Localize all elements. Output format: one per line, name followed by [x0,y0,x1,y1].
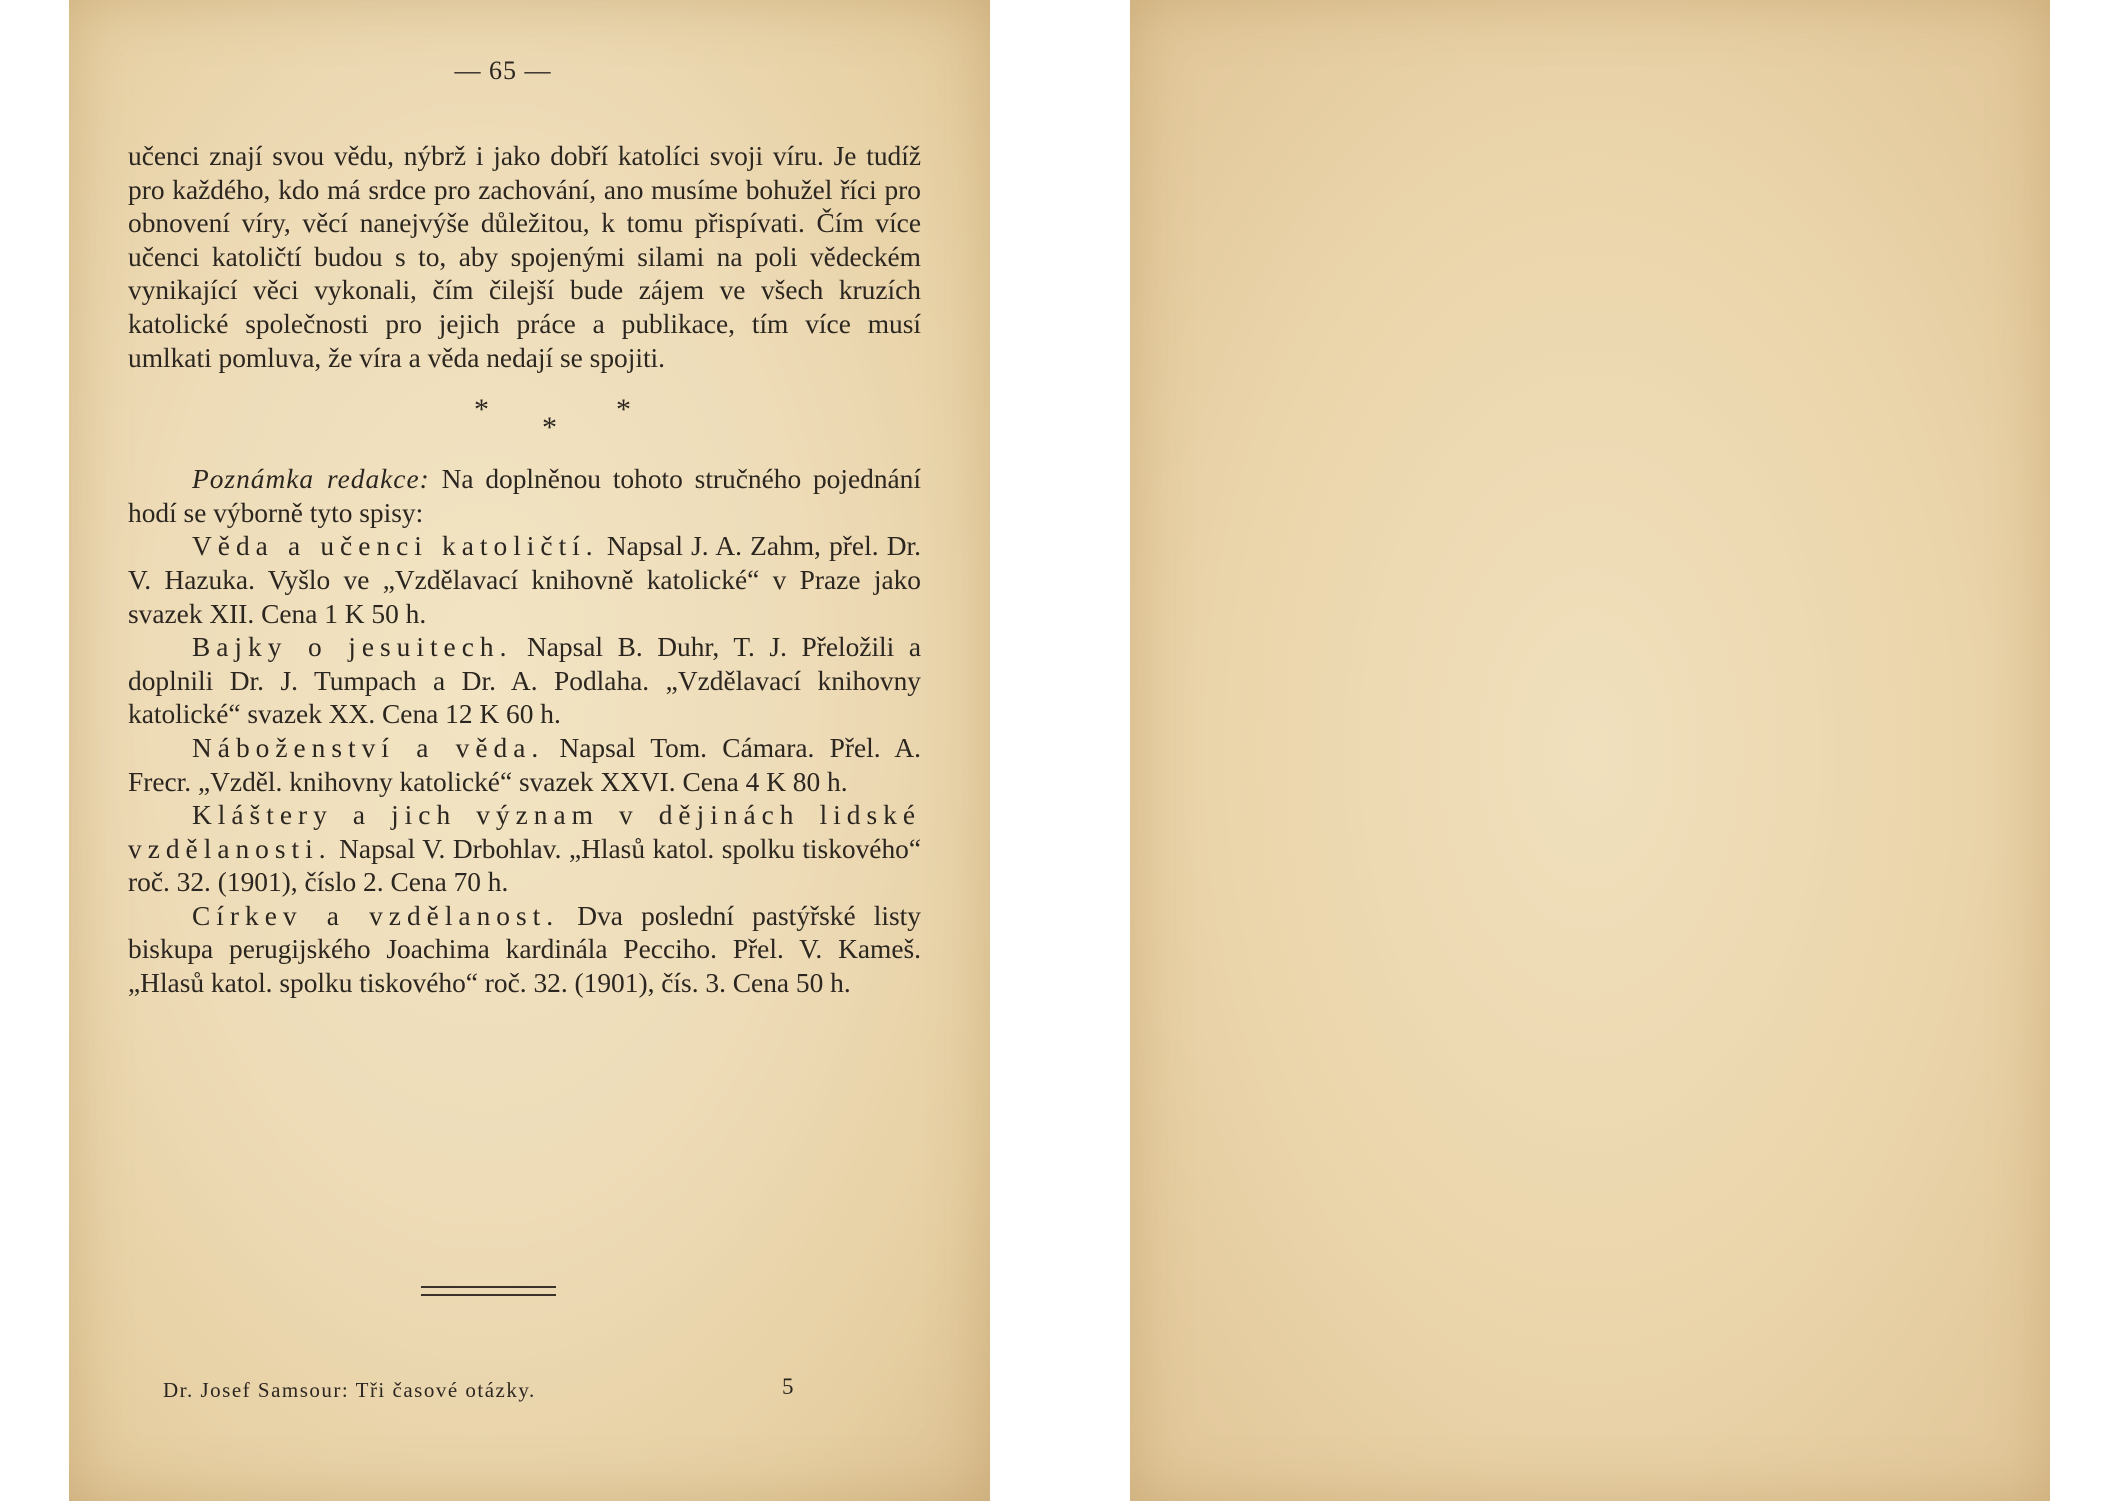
end-rule [421,1294,556,1296]
editorial-note [128,463,921,530]
book-entry [128,732,921,799]
book-details: Dva poslední pastýřské listy biskupa perugijského Joachima kardinála Pecciho. Přel. V. Kameš. „Hlasů katol. spolku tiskového“ roč. 32. (1901), čís. 3. Cena 50 h. [128,900,921,999]
body-text [128,140,921,1001]
note-text: Na doplněnou tohoto stručného pojednání hodí se výborně tyto spisy: [128,464,921,528]
book-entry [128,900,921,1001]
book-details: Napsal V. Drbohlav. „Hlasů katol. spolku tiskového“ roč. 32. (1901), číslo 2. Cena 70 h. [128,833,921,898]
asterisk: * [542,411,557,445]
section-separator [128,393,921,445]
book-title: Bajky o jesuitech. [192,632,513,663]
end-rule [421,1286,556,1288]
paragraph: učenci znají svou vědu, nýbrž i jako dobří katolíci svoji víru. Je tudíž pro každého, kdo má srdce pro zachování, ano musíme bohužel říci pro obnovení víry, věcí nanejvýše důležitou, k tomu přispívati. Čím více učenci katoličtí budou s to, aby spojenými silami na poli vědeckém vynikající věci vykonali, čím čilejší bude zájem ve všech kruzích katolické společnosti pro jejich práce a publikace, tím více musí umlkati pomluva, že víra a věda nedají se spojiti. [128,141,921,373]
book-title: Kláštery a jich význam v dějinách lidské vzdělanosti. [128,800,921,864]
book-title: Věda a učenci katoličtí. [192,531,599,562]
left-page [69,0,990,1501]
book-details: Napsal Tom. Cámara. Přel. A. Frecr. „Vzděl. knihovny katolické“ svazek XXVI. Cena 4 K 80 h. [128,732,921,797]
footer-signature-line: Dr. Josef Samsour: Tři časové otázky. [163,1378,536,1402]
signature-mark: 5 [782,1374,794,1399]
book-entry [128,530,921,631]
book-entry [128,631,921,732]
note-label: Poznámka redakce: [192,464,430,495]
book-details: Napsal J. A. Zahm, přel. Dr. V. Hazuka. Vyšlo ve „Vzdělavací knihovně katolické“ v Praze jako svazek XII. Cena 1 K 50 h. [128,531,921,629]
asterisk: * [474,393,489,427]
right-page-blank [1130,0,2050,1501]
book-entry [128,799,921,900]
book-details: Napsal B. Duhr, T. J. Přeložili a doplnili Dr. J. Tumpach a Dr. A. Podlaha. „Vzdělavací knihovny katolické“ svazek XX. Cena 12 K 60 h. [128,632,921,730]
book-title: Náboženství a věda. [192,732,545,763]
asterisk: * [616,393,631,427]
book-title: Církev a vzdělanost. [192,900,560,931]
page-number: — 65 — [454,56,552,85]
